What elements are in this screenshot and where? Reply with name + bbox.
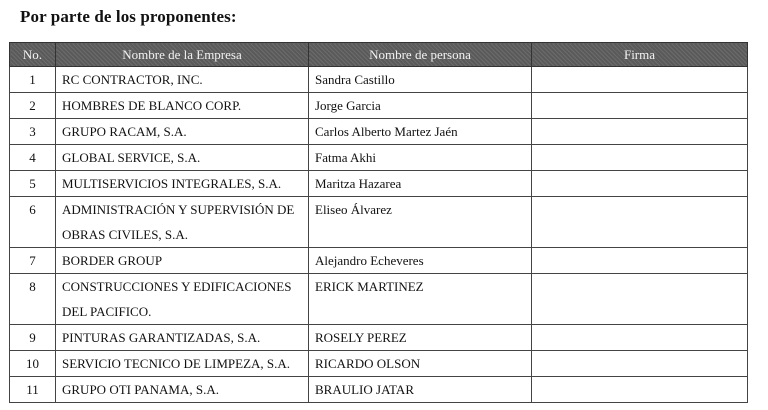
cell-number xyxy=(10,67,56,93)
cell-number xyxy=(10,145,56,171)
cell-person-name-text: Jorge Garcia xyxy=(315,98,381,113)
cell-number xyxy=(10,119,56,145)
cell-company-name xyxy=(56,119,309,145)
table-row xyxy=(10,119,748,145)
cell-company-name xyxy=(56,197,309,248)
cell-person-name xyxy=(309,197,532,248)
cell-person-name-text: Eliseo Álvarez xyxy=(315,202,392,217)
table-row xyxy=(10,145,748,171)
page-heading: Por parte de los proponentes: xyxy=(20,7,237,26)
cell-number-text: 7 xyxy=(29,253,36,268)
cell-company-name xyxy=(56,351,309,377)
cell-person-name-text: Fatma Akhi xyxy=(315,150,377,165)
cell-person-name xyxy=(309,325,532,351)
cell-company-name-text: SERVICIO TECNICO DE LIMPEZA, S.A. xyxy=(62,356,291,371)
cell-number-text: 2 xyxy=(29,98,36,113)
cell-signature xyxy=(532,171,748,197)
cell-company-name-text: GRUPO OTI PANAMA, S.A. xyxy=(62,382,219,397)
cell-person-name xyxy=(309,119,532,145)
cell-company-name-text: BORDER GROUP xyxy=(62,253,163,268)
cell-person-name-text: ERICK MARTINEZ xyxy=(315,279,424,294)
table-row xyxy=(10,248,748,274)
cell-company-name-text: MULTISERVICIOS INTEGRALES, S.A. xyxy=(62,176,282,191)
cell-number-text: 3 xyxy=(29,124,36,139)
table-body xyxy=(10,67,748,403)
cell-company-name xyxy=(56,248,309,274)
column-header-no: No. xyxy=(10,43,56,67)
cell-person-name-text: Alejandro Echeveres xyxy=(315,253,424,268)
cell-company-name-text: PINTURAS GARANTIZADAS, S.A. xyxy=(62,330,261,345)
proponents-table xyxy=(9,42,748,403)
cell-number-text: 8 xyxy=(29,279,36,294)
cell-signature xyxy=(532,67,748,93)
cell-signature xyxy=(532,145,748,171)
table-row xyxy=(10,351,748,377)
cell-person-name xyxy=(309,67,532,93)
cell-company-name xyxy=(56,325,309,351)
cell-number xyxy=(10,93,56,119)
cell-company-name xyxy=(56,145,309,171)
cell-company-name-text: HOMBRES DE BLANCO CORP. xyxy=(62,98,242,113)
cell-company-name xyxy=(56,171,309,197)
cell-number-text: 11 xyxy=(26,382,39,397)
cell-number xyxy=(10,351,56,377)
table-row xyxy=(10,67,748,93)
table-row xyxy=(10,197,748,248)
table-row xyxy=(10,274,748,325)
cell-person-name xyxy=(309,93,532,119)
cell-number-text: 6 xyxy=(29,202,36,217)
cell-person-name xyxy=(309,145,532,171)
cell-person-name xyxy=(309,274,532,325)
cell-signature xyxy=(532,197,748,248)
cell-signature xyxy=(532,274,748,325)
cell-company-name xyxy=(56,67,309,93)
cell-number-text: 10 xyxy=(26,356,39,371)
cell-person-name-text: Carlos Alberto Martez Jaén xyxy=(315,124,458,139)
cell-number-text: 9 xyxy=(29,330,36,345)
column-header-signature: Firma xyxy=(532,43,748,67)
cell-person-name xyxy=(309,351,532,377)
table-row xyxy=(10,93,748,119)
cell-signature xyxy=(532,93,748,119)
cell-person-name xyxy=(309,248,532,274)
cell-number-text: 1 xyxy=(29,72,36,87)
cell-number-text: 5 xyxy=(29,176,36,191)
cell-company-name-text: GRUPO RACAM, S.A. xyxy=(62,124,187,139)
cell-number xyxy=(10,248,56,274)
cell-person-name-text: RICARDO OLSON xyxy=(315,356,421,371)
cell-person-name xyxy=(309,377,532,403)
cell-company-name-text: ADMINISTRACIÓN Y SUPERVISIÓN DE OBRAS CIVILES, S.A. xyxy=(62,202,295,242)
cell-person-name-text: BRAULIO JATAR xyxy=(315,382,414,397)
cell-number xyxy=(10,274,56,325)
column-header-person: Nombre de persona xyxy=(309,43,532,67)
cell-signature xyxy=(532,325,748,351)
cell-number xyxy=(10,325,56,351)
cell-signature xyxy=(532,119,748,145)
table-header-row xyxy=(10,43,748,67)
cell-company-name xyxy=(56,377,309,403)
table-row xyxy=(10,171,748,197)
cell-company-name xyxy=(56,93,309,119)
cell-company-name-text: RC CONTRACTOR, INC. xyxy=(62,72,203,87)
cell-signature xyxy=(532,351,748,377)
cell-company-name xyxy=(56,274,309,325)
cell-signature xyxy=(532,377,748,403)
cell-number xyxy=(10,377,56,403)
cell-number-text: 4 xyxy=(29,150,36,165)
cell-person-name-text: Sandra Castillo xyxy=(315,72,395,87)
cell-person-name xyxy=(309,171,532,197)
cell-signature xyxy=(532,248,748,274)
table-row xyxy=(10,325,748,351)
table-row xyxy=(10,377,748,403)
cell-company-name-text: GLOBAL SERVICE, S.A. xyxy=(62,150,201,165)
cell-person-name-text: ROSELY PEREZ xyxy=(315,330,407,345)
cell-number xyxy=(10,197,56,248)
cell-company-name-text: CONSTRUCCIONES Y EDIFICACIONES DEL PACIFICO. xyxy=(62,279,292,319)
cell-number xyxy=(10,171,56,197)
column-header-company: Nombre de la Empresa xyxy=(56,43,309,67)
cell-person-name-text: Maritza Hazarea xyxy=(315,176,402,191)
